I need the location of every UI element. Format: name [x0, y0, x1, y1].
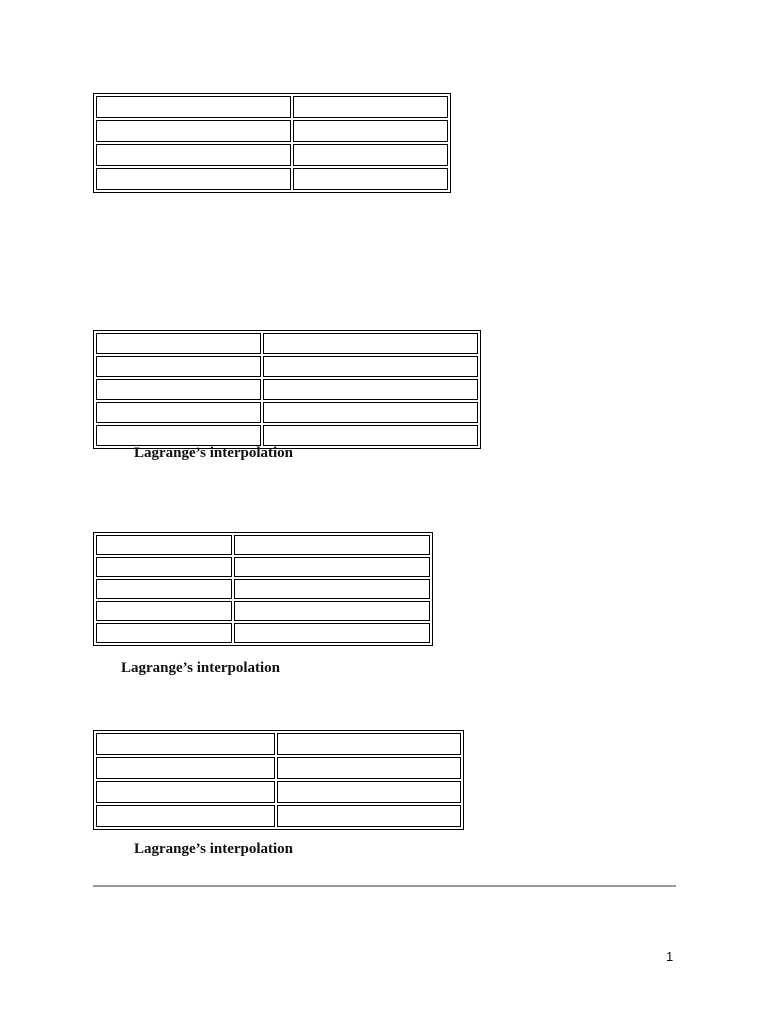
table-cell: [96, 379, 261, 400]
table-cell: [96, 781, 275, 803]
table-cell: [96, 356, 261, 377]
data-table-2: [93, 330, 481, 449]
table-cell: [96, 535, 232, 555]
table-cell: [277, 757, 461, 779]
table-cell: [263, 333, 478, 354]
table-cell: [293, 120, 448, 142]
table-cell: [293, 96, 448, 118]
table-row: [96, 120, 448, 142]
table-cell: [263, 356, 478, 377]
table-cell: [263, 425, 478, 446]
table-caption: Lagrange’s interpolation: [134, 841, 294, 857]
footer-divider: [93, 885, 676, 887]
data-table-1: [93, 93, 451, 193]
table-cell: [277, 781, 461, 803]
table-cell: [263, 379, 478, 400]
table-cell: [234, 623, 430, 643]
table-cell: [234, 557, 430, 577]
table-cell: [96, 579, 232, 599]
table-row: [96, 168, 448, 190]
table-row: [96, 379, 478, 400]
table-row: [96, 356, 478, 377]
table-cell: [96, 733, 275, 755]
table-cell: [96, 144, 291, 166]
table-cell: [96, 168, 291, 190]
table-cell: [96, 402, 261, 423]
table-row: [96, 144, 448, 166]
table-cell: [96, 623, 232, 643]
table-cell: [277, 733, 461, 755]
table-cell: [96, 333, 261, 354]
table-cell: [234, 601, 430, 621]
table-row: [96, 805, 461, 827]
table-cell: [96, 120, 291, 142]
table-cell: [96, 601, 232, 621]
table-row: [96, 623, 430, 643]
table-row: [96, 96, 448, 118]
table-row: [96, 781, 461, 803]
table-row: [96, 601, 430, 621]
data-table-3: [93, 532, 433, 646]
table-cell: [293, 168, 448, 190]
table-cell: [96, 557, 232, 577]
data-table-4: [93, 730, 464, 830]
table-row: [96, 757, 461, 779]
table-cell: [263, 402, 478, 423]
table-row: [96, 333, 478, 354]
table-row: [96, 535, 430, 555]
table-caption: Lagrange’s interpolation: [134, 445, 294, 461]
table-row: [96, 733, 461, 755]
table-row: [96, 579, 430, 599]
table-row: [96, 425, 478, 446]
table-cell: [293, 144, 448, 166]
table-cell: [96, 96, 291, 118]
table-row: [96, 557, 430, 577]
table-cell: [96, 425, 261, 446]
table-caption: Lagrange’s interpolation: [121, 660, 281, 676]
table-cell: [277, 805, 461, 827]
table-cell: [234, 535, 430, 555]
table-cell: [234, 579, 430, 599]
table-cell: [96, 805, 275, 827]
table-row: [96, 402, 478, 423]
table-cell: [96, 757, 275, 779]
page-number: 1: [666, 949, 674, 964]
